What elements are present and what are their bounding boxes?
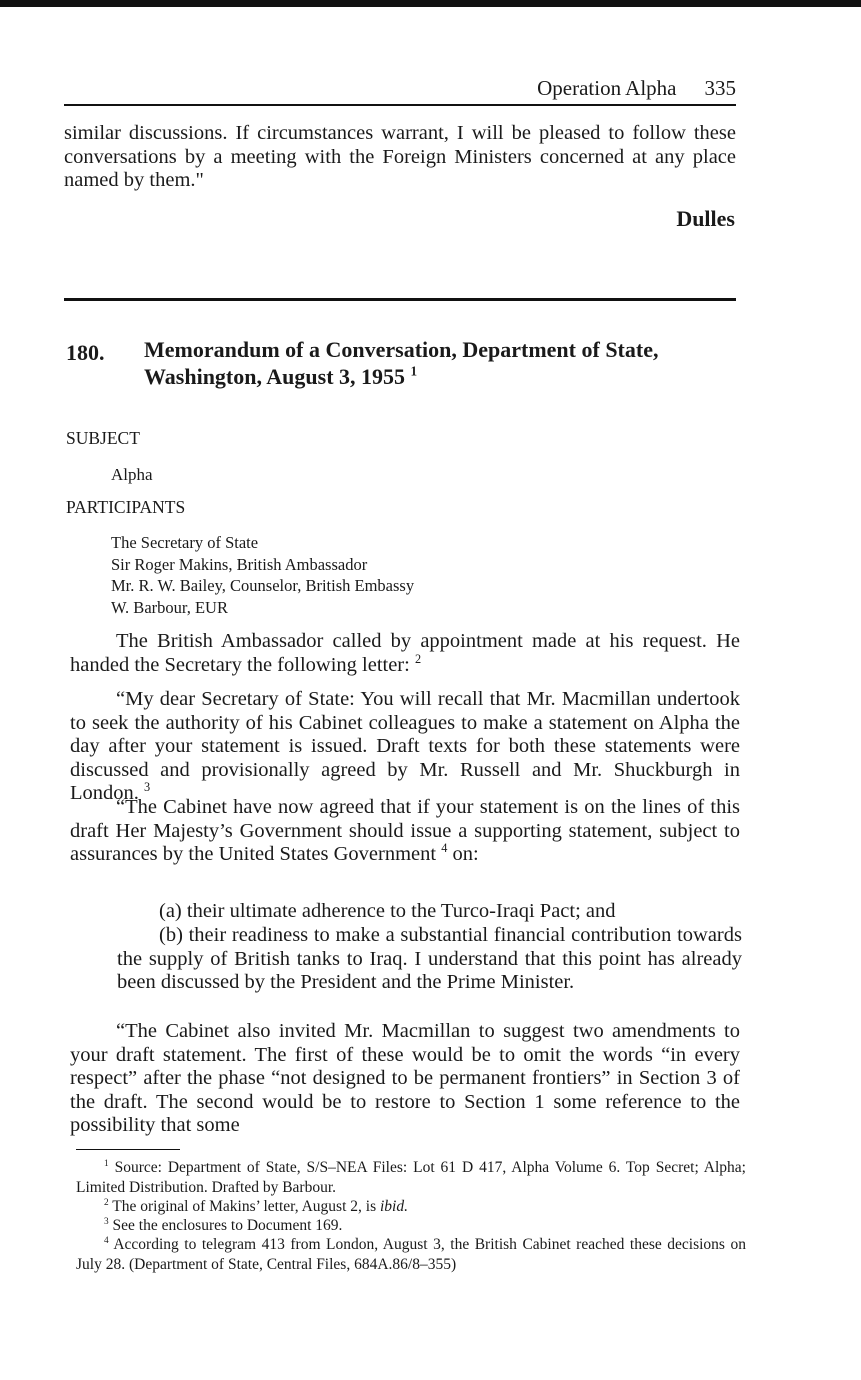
running-header [64,76,736,106]
letter-paragraph-1-text: “My dear Secretary of State: You will recall that Mr. Macmillan undertook to seek the authority of his Cabinet colleagues to make a statement on Alpha the day after your statement is issued. Draft texts for both these statements were discussed and provisionally agreed by Mr. Russell and Mr. Shuckburgh in London. [70,688,740,804]
letter-paragraph-2-tail: on: [452,843,479,865]
document-title-text: Memorandum of a Conversation, Department of State, Washington, August 3, 1955 [144,337,659,389]
participants-list [111,532,414,618]
footnote-3 [76,1216,746,1236]
participant-item: Mr. R. W. Bailey, Counselor, British Embassy [111,576,415,595]
running-header-title: Operation Alpha [537,76,677,100]
subject-label: SUBJECT [66,428,140,448]
page-number: 335 [704,76,736,100]
footnote-1-text: Source: Department of State, S/S–NEA Files: Lot 61 D 417, Alpha Volume 6. Top Secret; Alpha; Limited Distribution. Drafted by Barbour. [76,1159,746,1196]
document-title [144,336,724,390]
footnote-4 [76,1235,746,1274]
footnote-2-number: 2 [104,1197,109,1208]
participant-item: Sir Roger Makins, British Ambassador [111,554,368,574]
participant-item: The Secretary of State [111,533,259,552]
footnote-3-text: See the enclosures to Document 169. [112,1217,343,1234]
footnote-ref-3: 3 [144,780,151,795]
footnote-3-number: 3 [104,1216,109,1227]
body-paragraph-1 [70,630,740,677]
footnote-1 [76,1158,746,1197]
participant-item: W. Barbour, EUR [111,597,228,617]
list-item-a: (a) their ultimate adherence to the Turco-Iraqi Pact; and [159,900,616,922]
letter-paragraph-3: “The Cabinet also invited Mr. Macmillan to suggest two amendments to your draft statement. The first of these would be to omit the words “in every respect” after the phase “not designed to be permanent frontiers” in Section 3 of the draft. The second would be to restore to Section 1 some reference to the possibility that some [70,1020,740,1136]
footnote-ref-2: 2 [414,651,422,666]
body-paragraph-1-text: The British Ambassador called by appointment made at his request. He handed the Secretary the following letter: [70,630,740,676]
letter-paragraph-1 [70,688,740,806]
continuation-paragraph: similar discussions. If circumstances warrant, I will be pleased to follow these conversations by a meeting with the Foreign Ministers concerned at any place named by them." [64,122,736,191]
scan-top-edge [0,0,861,7]
letter-paragraph-2-text: “The Cabinet have now agreed that if your statement is on the lines of this draft Her Majesty’s Government should issue a supporting statement, subject to assurances by the United States Government [70,796,740,865]
footnote-ref-4: 4 [441,841,448,856]
footnote-2-ibid: ibid. [379,1198,408,1215]
footnote-4-number: 4 [104,1235,109,1246]
footnote-ref-1: 1 [410,363,418,379]
letter-paragraph-2 [70,796,740,867]
footnote-2 [76,1197,746,1217]
signature: Dulles [676,206,735,231]
footnote-1-number: 1 [104,1158,109,1169]
section-divider [64,298,736,301]
participants-label: PARTICIPANTS [66,497,186,517]
document-number: 180. [66,340,105,365]
footnote-divider [76,1149,180,1150]
footnote-4-text: According to telegram 413 from London, August 3, the British Cabinet reached these decisions on July 28. (Department of State, Central Files, 684A.86/8–355) [76,1236,746,1273]
footnote-2-text: The original of Makins’ letter, August 2, is [112,1198,377,1215]
list-item-b: (b) their readiness to make a substantial financial contribution towards the supply of British tanks to Iraq. I understand that this point has already been discussed by the President and the Prime Minister. [117,924,742,993]
subject-value: Alpha [111,465,153,484]
